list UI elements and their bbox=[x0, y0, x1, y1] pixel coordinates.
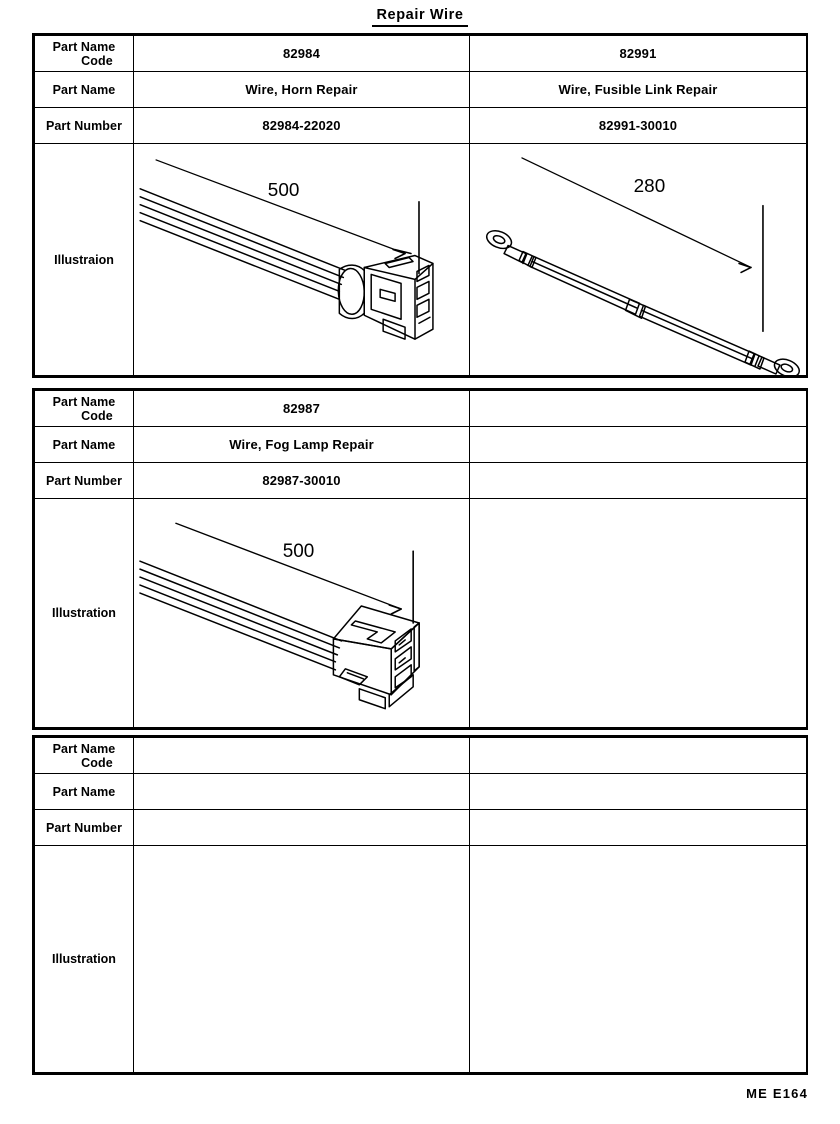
cell-part-number-1 bbox=[134, 810, 470, 846]
table-row bbox=[35, 36, 807, 72]
cell-part-number-1: 82987-30010 bbox=[134, 463, 470, 499]
row-label-line2: Code bbox=[81, 53, 113, 68]
cell-part-number-2: 82991-30010 bbox=[470, 108, 807, 144]
cell-part-name-code-1 bbox=[134, 738, 470, 774]
row-label-part-name-code bbox=[35, 36, 134, 72]
cell-part-name-2 bbox=[470, 427, 807, 463]
part-table-2 bbox=[32, 388, 808, 730]
table-row bbox=[35, 144, 807, 376]
table-row bbox=[35, 108, 807, 144]
row-label-part-number: Part Number bbox=[35, 463, 134, 499]
cell-part-name-code-2 bbox=[470, 391, 807, 427]
row-label-part-name-code bbox=[35, 391, 134, 427]
dimension-label-500: 500 bbox=[282, 541, 315, 563]
table-row bbox=[35, 427, 807, 463]
illustration-cell-empty bbox=[470, 499, 807, 728]
part-table-1 bbox=[32, 33, 808, 378]
cell-part-number-2 bbox=[470, 463, 807, 499]
page-title-text: Repair Wire bbox=[372, 7, 467, 27]
row-label-line2: Code bbox=[81, 755, 113, 770]
cell-part-name-1: Wire, Horn Repair bbox=[134, 72, 470, 108]
row-label-part-number: Part Number bbox=[35, 810, 134, 846]
row-label-part-number: Part Number bbox=[35, 108, 134, 144]
row-label-line1: Part Name bbox=[52, 741, 116, 756]
cell-part-name-code-2 bbox=[470, 738, 807, 774]
row-label-part-name: Part Name bbox=[35, 774, 134, 810]
table-row bbox=[35, 391, 807, 427]
illustration-cell-horn-repair bbox=[134, 144, 470, 376]
row-label-line1: Part Name bbox=[52, 39, 116, 54]
row-label-illustration: Illustration bbox=[35, 499, 134, 728]
table-row bbox=[35, 499, 807, 728]
cell-part-name-1: Wire, Fog Lamp Repair bbox=[134, 427, 470, 463]
row-label-part-name-code bbox=[35, 738, 134, 774]
table-row bbox=[35, 738, 807, 774]
illustration-cell-empty bbox=[470, 846, 807, 1073]
cell-part-name-code-1: 82984 bbox=[134, 36, 470, 72]
row-label-line2: Code bbox=[81, 408, 113, 423]
page-title bbox=[0, 6, 840, 27]
cell-part-name-2: Wire, Fusible Link Repair bbox=[470, 72, 807, 108]
row-label-part-name: Part Name bbox=[35, 72, 134, 108]
wire-with-round-connector-icon bbox=[134, 144, 469, 375]
footer-page-code: ME E164 bbox=[746, 1086, 808, 1101]
illustration-cell-empty bbox=[134, 846, 470, 1073]
cell-part-name-2 bbox=[470, 774, 807, 810]
dimension-label-500: 500 bbox=[267, 179, 300, 201]
cell-part-name-code-1: 82987 bbox=[134, 391, 470, 427]
table-row bbox=[35, 810, 807, 846]
part-table-3 bbox=[32, 735, 808, 1075]
row-label-line1: Part Name bbox=[52, 394, 116, 409]
row-label-part-name: Part Name bbox=[35, 427, 134, 463]
table-row bbox=[35, 774, 807, 810]
wire-with-box-connector-icon bbox=[134, 499, 469, 727]
fusible-link-with-ring-terminals-icon bbox=[470, 144, 806, 375]
row-label-illustration: Illustraion bbox=[35, 144, 134, 376]
table-row bbox=[35, 72, 807, 108]
dimension-label-280: 280 bbox=[633, 175, 666, 197]
table-row bbox=[35, 846, 807, 1073]
cell-part-number-1: 82984-22020 bbox=[134, 108, 470, 144]
table-row bbox=[35, 463, 807, 499]
cell-part-name-1 bbox=[134, 774, 470, 810]
cell-part-name-code-2: 82991 bbox=[470, 36, 807, 72]
illustration-cell-fog-lamp-repair bbox=[134, 499, 470, 728]
illustration-cell-fusible-link bbox=[470, 144, 807, 376]
row-label-illustration: Illustration bbox=[35, 846, 134, 1073]
cell-part-number-2 bbox=[470, 810, 807, 846]
